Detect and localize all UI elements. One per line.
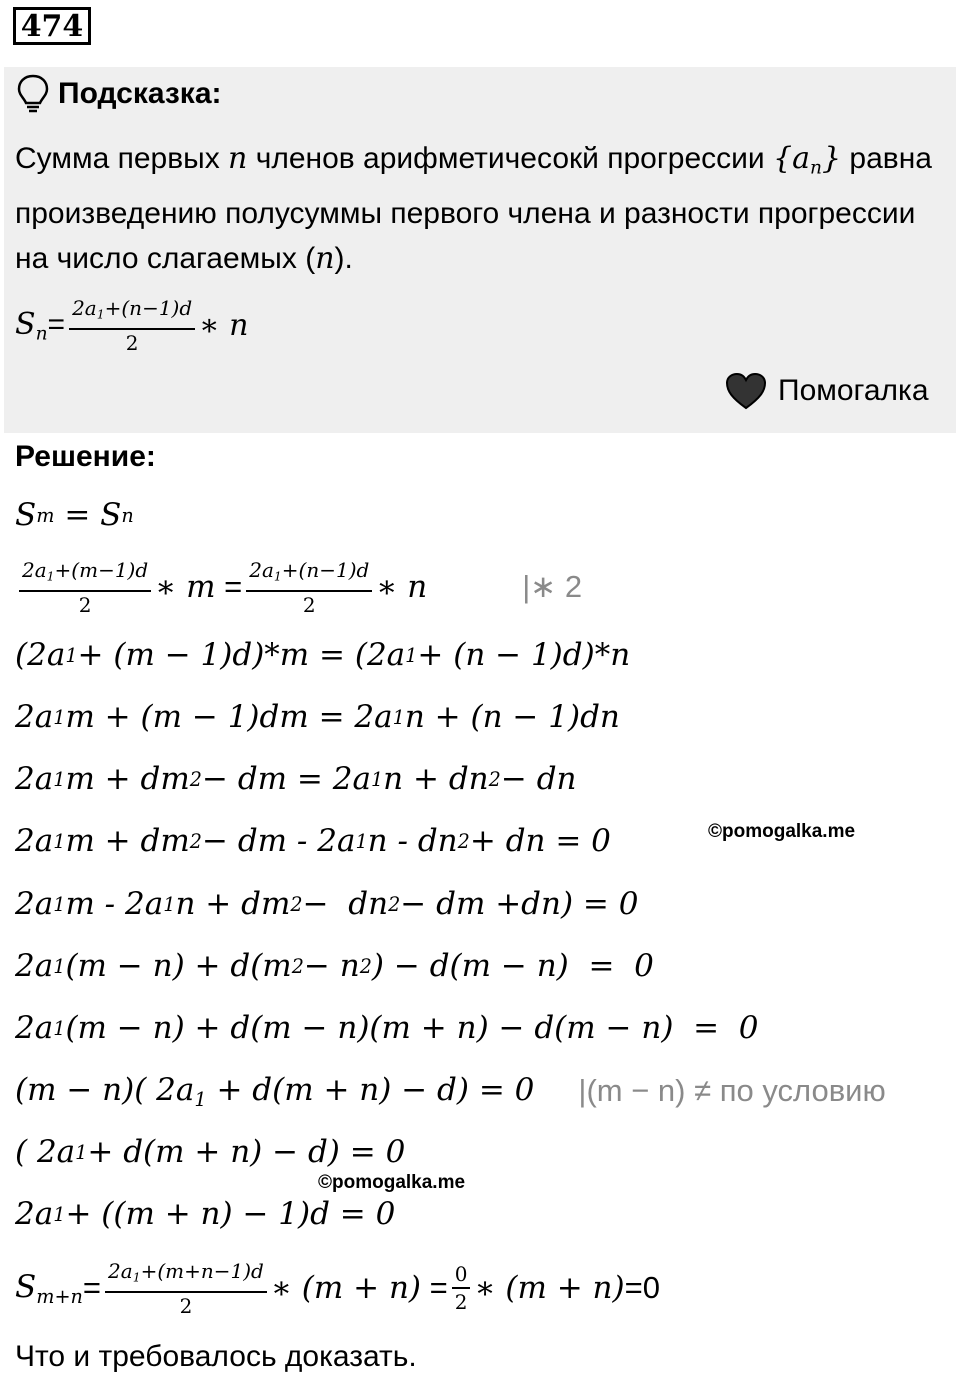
equation-2: $\frac{2a_1+(m-1)d}{2}$ ∗ m = $\frac{2a_1+(n-1)d}{2}$ ∗ n |∗ 2 xyxy=(15,557,582,618)
equation-1: S m = S n xyxy=(15,497,134,533)
brand xyxy=(724,371,929,411)
equation-6: 2a 1 m + dm 2 − dm - 2a 1 n - dn 2 + dn = 0 xyxy=(15,823,611,859)
equation-10: (m − n)( $2a_1 + d(m + n) - d) = 0$ |(m − n) ≠ по условию xyxy=(15,1072,886,1111)
equation-12: 2a 1 + ((m + n) − 1)d = 0 xyxy=(15,1196,396,1232)
brand-name: Помогалка xyxy=(778,374,929,407)
hint-text: Сумма первых n членов арифметичесокй прогрессии $\{a_n\}$ равна произведению полусуммы первого члена и разности прогрессии на число слагаемых (n). xyxy=(15,141,932,276)
equation-4: 2a 1 m + (m − 1)dm = 2a 1 n + (n − 1)dn xyxy=(15,699,620,735)
equation-11: ( 2a 1 + d(m + n) − d) = 0 xyxy=(15,1134,406,1170)
equation-13: $S_{m+n}$ = $\frac{2a_1+(m+n-1)d}{2}$ ∗ (m + n) = $\frac{0}{2}$ ∗ (m + n) =0 xyxy=(15,1259,660,1318)
lightbulb-icon xyxy=(16,73,50,113)
equation-7: 2a 1 m - 2a 1 n + dm 2 − dn 2 − dm +dn) = 0 xyxy=(15,886,639,922)
hint-formula: $S_n$ = $\frac{2a_1+(n-1)d}{2}$ ∗ n xyxy=(15,296,249,355)
equation-3: (2a 1 + (m − 1)d)*m = (2a 1 + (n − 1)d)*n xyxy=(15,637,631,673)
condition-note: |(m − n) ≠ по условию xyxy=(578,1073,886,1109)
multiply-note: |∗ 2 xyxy=(522,569,583,605)
equation-8: 2a 1 (m − n) + d(m 2 − n 2 ) − d(m − n) = 0 xyxy=(15,948,654,984)
equation-9: 2a 1 (m − n) + d(m − n)(m + n) − d(m − n) = 0 xyxy=(15,1010,759,1046)
equation-5: 2a 1 m + dm 2 − dm = 2a 1 n + dn 2 − dn xyxy=(15,761,577,797)
solution-title: Решение: xyxy=(15,440,156,473)
heart-icon xyxy=(724,371,768,411)
watermark: ©pomogalka.me xyxy=(708,821,856,842)
hint-title: Подсказка: xyxy=(58,77,222,110)
conclusion-text: Что и требовалось доказать. xyxy=(15,1340,417,1373)
watermark: ©pomogalka.me xyxy=(318,1172,466,1193)
task-number: 474 xyxy=(13,7,91,45)
